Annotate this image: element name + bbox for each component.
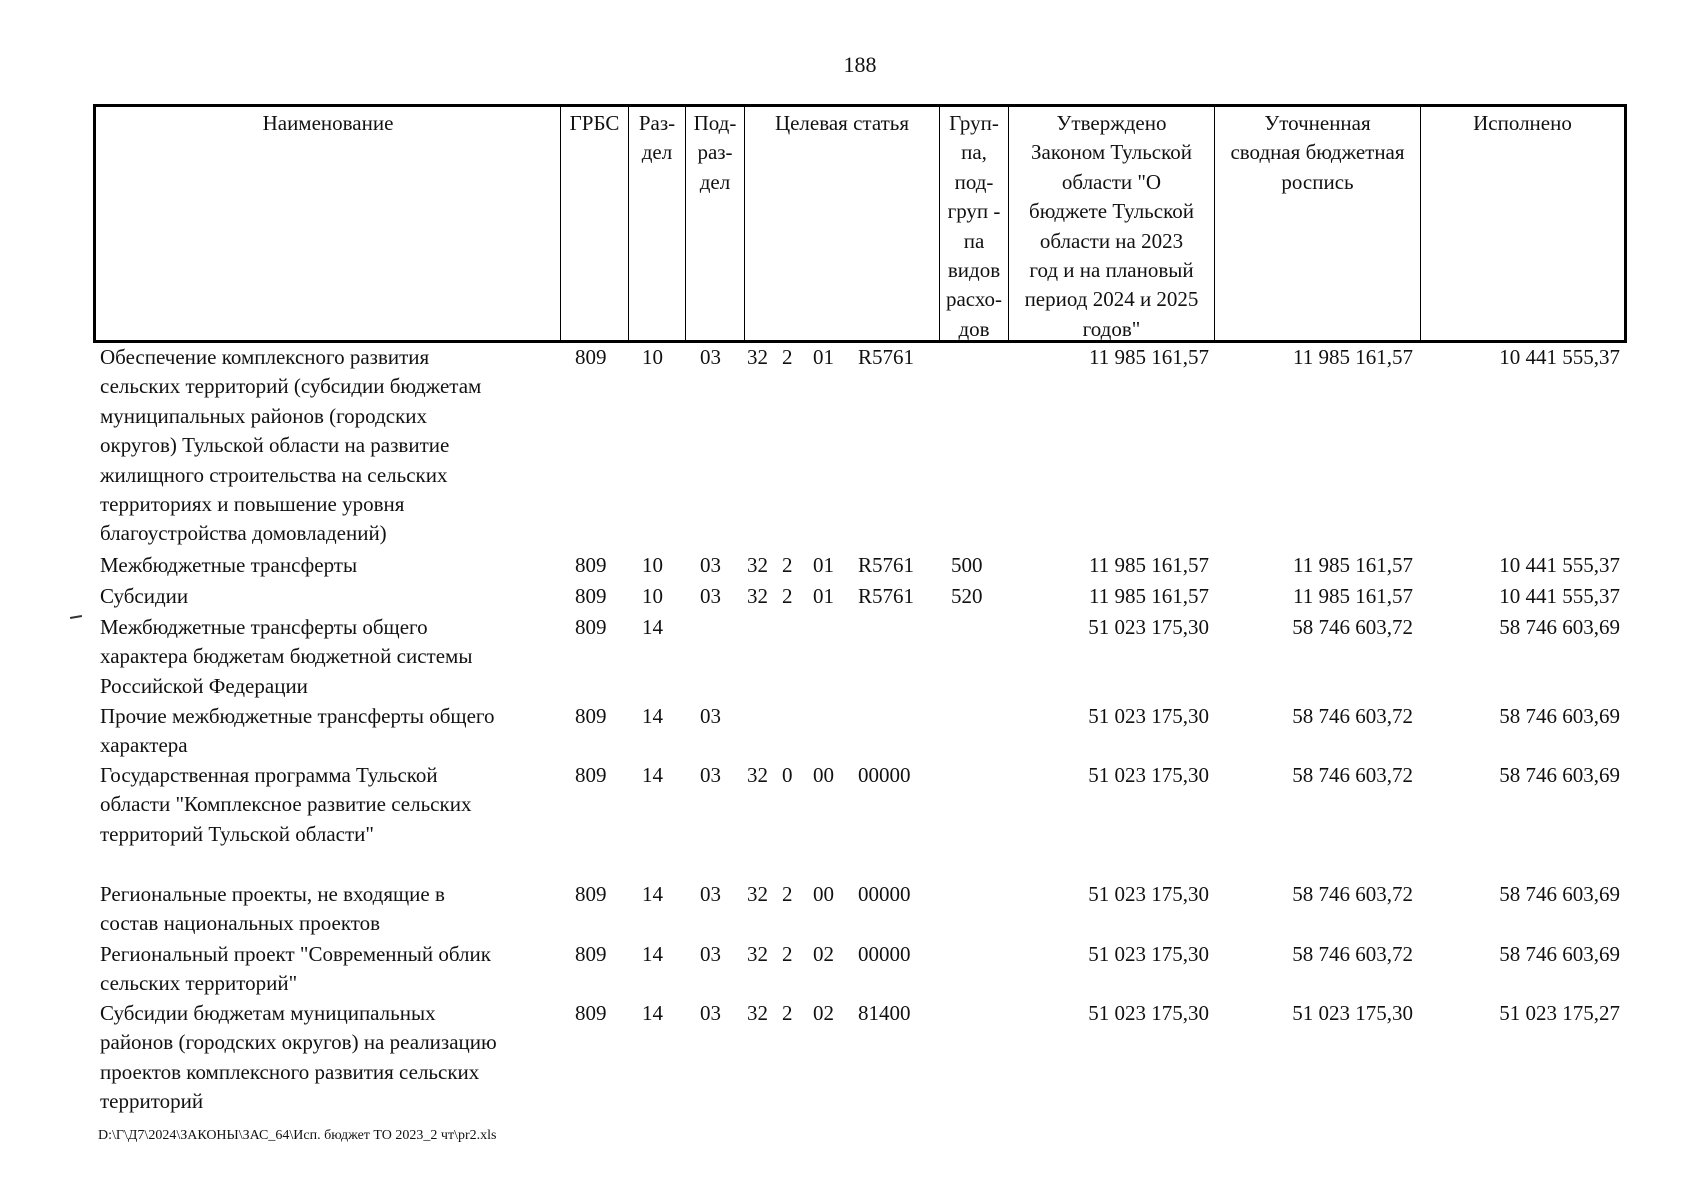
row-grbs: 809 <box>575 615 607 639</box>
row-refined: 11 985 161,57 <box>1293 584 1413 608</box>
row-expense-group: 520 <box>951 584 983 608</box>
row-target-program: 32 <box>747 584 768 608</box>
row-razdel: 14 <box>642 882 663 906</box>
row-name: Субсидии <box>100 584 189 608</box>
row-target-direction: 00000 <box>858 942 911 966</box>
row-grbs: 809 <box>575 345 607 369</box>
row-razdel: 14 <box>642 704 663 728</box>
table-header <box>93 104 1627 343</box>
row-target-event: 02 <box>813 1001 834 1025</box>
row-expense-group: 500 <box>951 553 983 577</box>
row-executed: 10 441 555,37 <box>1499 553 1620 577</box>
row-name: Обеспечение комплексного развития сельских территорий (субсидии бюджетам муниципальных районов (городских округов) Тульской области на развитие жилищного строительства на сельских территориях и повышение уровня благоустройства домовладений) <box>100 345 482 546</box>
row-name: Государственная программа Тульской области "Комплексное развитие сельских территорий Тульской области" <box>100 763 472 846</box>
row-refined: 58 746 603,72 <box>1292 704 1413 728</box>
row-executed: 10 441 555,37 <box>1499 584 1620 608</box>
row-executed: 58 746 603,69 <box>1499 615 1620 639</box>
row-name: Региональные проекты, не входящие в состав национальных проектов <box>100 882 445 936</box>
row-grbs: 809 <box>575 763 607 787</box>
row-grbs: 809 <box>575 704 607 728</box>
row-approved: 51 023 175,30 <box>1088 763 1209 787</box>
row-refined: 58 746 603,72 <box>1292 763 1413 787</box>
row-razdel: 14 <box>642 1001 663 1025</box>
row-target-program: 32 <box>747 553 768 577</box>
header-approved: Утверждено Законом Тульской области "О бюджете Тульской области на 2023 год и на плановый период 2024 и 2025 годов" <box>1009 107 1215 340</box>
row-podrazdel: 03 <box>700 553 721 577</box>
row-name: Прочие межбюджетные трансферты общего характера <box>100 704 495 758</box>
row-podrazdel: 03 <box>700 763 721 787</box>
row-executed: 51 023 175,27 <box>1499 1001 1620 1025</box>
row-target-event: 01 <box>813 584 834 608</box>
header-target-article: Целевая статья <box>745 107 940 340</box>
row-approved: 51 023 175,30 <box>1088 704 1209 728</box>
row-refined: 51 023 175,30 <box>1292 1001 1413 1025</box>
row-refined: 11 985 161,57 <box>1293 345 1413 369</box>
header-razdel: Раз- дел <box>629 107 686 340</box>
row-target-event: 01 <box>813 553 834 577</box>
header-refined: Уточненная сводная бюджетная роспись <box>1215 107 1421 340</box>
row-razdel: 10 <box>642 553 663 577</box>
row-podrazdel: 03 <box>700 704 721 728</box>
header-grbs: ГРБС <box>561 107 629 340</box>
row-podrazdel: 03 <box>700 1001 721 1025</box>
row-podrazdel: 03 <box>700 584 721 608</box>
row-executed: 58 746 603,69 <box>1499 882 1620 906</box>
row-grbs: 809 <box>575 1001 607 1025</box>
row-target-program: 32 <box>747 345 768 369</box>
row-target-subprogram: 2 <box>782 345 793 369</box>
row-executed: 58 746 603,69 <box>1499 763 1620 787</box>
row-grbs: 809 <box>575 882 607 906</box>
row-approved: 51 023 175,30 <box>1088 942 1209 966</box>
row-podrazdel: 03 <box>700 345 721 369</box>
row-approved: 11 985 161,57 <box>1089 584 1209 608</box>
row-target-program: 32 <box>747 1001 768 1025</box>
row-target-subprogram: 2 <box>782 942 793 966</box>
header-executed: Исполнено <box>1473 111 1572 135</box>
row-target-program: 32 <box>747 763 768 787</box>
row-name: Субсидии бюджетам муниципальных районов (городских округов) на реализацию проектов комплексного развития сельских территорий <box>100 1001 497 1114</box>
row-name: Межбюджетные трансферты <box>100 553 358 577</box>
row-approved: 11 985 161,57 <box>1089 345 1209 369</box>
page-number: 188 <box>843 52 877 77</box>
row-refined: 58 746 603,72 <box>1292 615 1413 639</box>
row-razdel: 14 <box>642 763 663 787</box>
row-razdel: 14 <box>642 942 663 966</box>
row-executed: 10 441 555,37 <box>1499 345 1620 369</box>
row-approved: 51 023 175,30 <box>1088 882 1209 906</box>
header-expense-group: Груп- па, под- груп - па видов расхо- дов <box>940 107 1009 340</box>
row-razdel: 10 <box>642 345 663 369</box>
row-target-subprogram: 2 <box>782 584 793 608</box>
row-name: Межбюджетные трансферты общего характера бюджетам бюджетной системы Российской Федерации <box>100 615 473 698</box>
row-approved: 51 023 175,30 <box>1088 615 1209 639</box>
row-approved: 11 985 161,57 <box>1089 553 1209 577</box>
row-refined: 11 985 161,57 <box>1293 553 1413 577</box>
row-grbs: 809 <box>575 942 607 966</box>
row-target-program: 32 <box>747 942 768 966</box>
row-target-event: 00 <box>813 882 834 906</box>
row-target-subprogram: 0 <box>782 763 793 787</box>
row-executed: 58 746 603,69 <box>1499 704 1620 728</box>
row-grbs: 809 <box>575 553 607 577</box>
row-target-direction: R5761 <box>858 345 915 369</box>
row-approved: 51 023 175,30 <box>1088 1001 1209 1025</box>
row-target-subprogram: 2 <box>782 1001 793 1025</box>
row-target-event: 01 <box>813 345 834 369</box>
row-target-direction: R5761 <box>858 584 915 608</box>
row-executed: 58 746 603,69 <box>1499 942 1620 966</box>
header-podrazdel: Под- раз- дел <box>686 107 745 340</box>
row-target-event: 02 <box>813 942 834 966</box>
stray-mark <box>70 615 82 619</box>
row-podrazdel: 03 <box>700 882 721 906</box>
file-path-footer: D:\Г\Д7\2024\ЗАКОНЫ\ЗАС_64\Исп. бюджет ТО 2023_2 чт\pr2.xls <box>98 1128 497 1143</box>
row-grbs: 809 <box>575 584 607 608</box>
row-podrazdel: 03 <box>700 942 721 966</box>
row-target-subprogram: 2 <box>782 882 793 906</box>
row-target-direction: R5761 <box>858 553 915 577</box>
row-target-program: 32 <box>747 882 768 906</box>
row-razdel: 10 <box>642 584 663 608</box>
row-target-direction: 00000 <box>858 763 911 787</box>
row-target-direction: 81400 <box>858 1001 911 1025</box>
header-name: Наименование <box>96 107 561 340</box>
row-refined: 58 746 603,72 <box>1292 942 1413 966</box>
row-target-subprogram: 2 <box>782 553 793 577</box>
row-target-direction: 00000 <box>858 882 911 906</box>
row-name: Региональный проект "Современный облик сельских территорий" <box>100 942 491 996</box>
row-target-event: 00 <box>813 763 834 787</box>
row-razdel: 14 <box>642 615 663 639</box>
row-refined: 58 746 603,72 <box>1292 882 1413 906</box>
